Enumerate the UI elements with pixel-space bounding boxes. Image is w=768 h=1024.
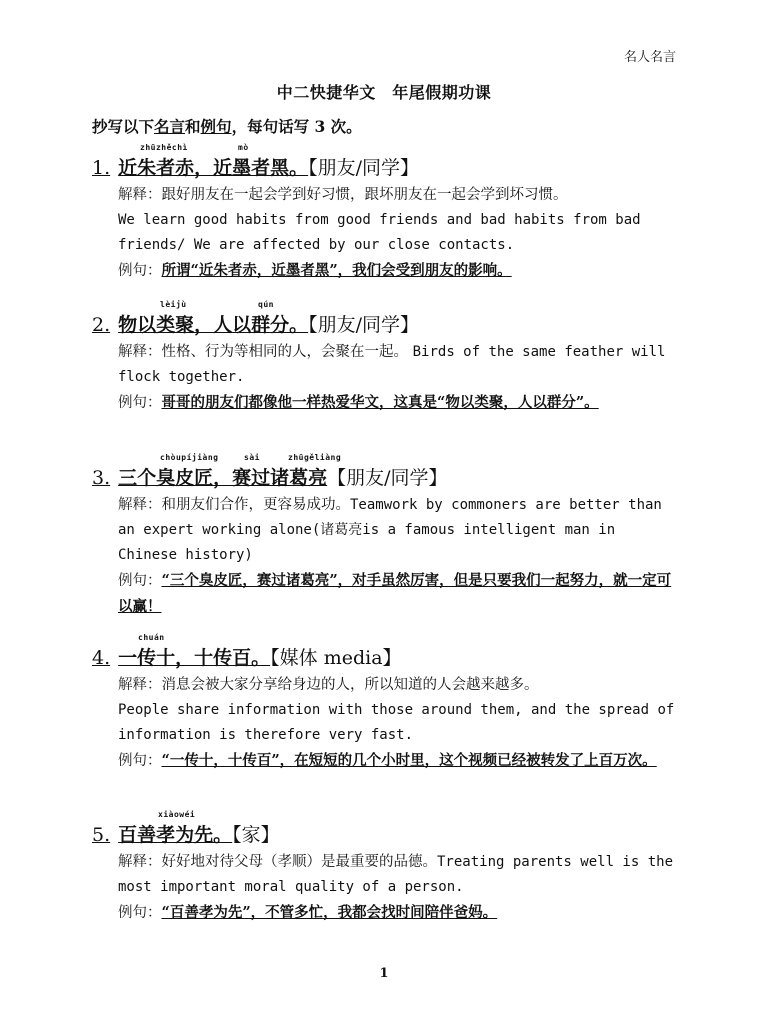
- example-sentence: [118, 390, 678, 416]
- explanation-cn: 好好地对待父母（孝顺）是最重要的品德。: [161, 854, 437, 870]
- explanation-cn: 消息会被大家分享给身边的人，所以知道的人会越来越多。: [161, 677, 539, 693]
- proverb-item: [92, 143, 682, 283]
- proverb-item: [92, 633, 682, 798]
- example-label: 例句：: [118, 573, 162, 589]
- example-sentence: [118, 900, 678, 926]
- explanation-label: 解释：: [118, 854, 162, 870]
- proverb-text: 三个臭皮匠，赛过诸葛亮: [118, 467, 328, 489]
- proverb-tag: 【朋友/同学】: [327, 467, 448, 489]
- proverb-text: 物以类聚，人以群分。: [118, 314, 309, 336]
- proverb-text: 近朱者赤，近墨者黑。: [118, 157, 309, 179]
- explanation: [118, 493, 678, 568]
- pinyin-annotation: chuán: [138, 633, 165, 642]
- proverb-item: [92, 810, 682, 930]
- example-label: 例句：: [118, 753, 162, 769]
- instruction-mid: 和: [185, 117, 201, 136]
- proverb-tag: 【朋友/同学】: [308, 314, 420, 336]
- item-number: 2.: [92, 314, 111, 336]
- example-label: 例句：: [118, 263, 162, 279]
- item-number: 1.: [92, 157, 111, 179]
- page-title: 中二快捷华文 年尾假期功课: [276, 83, 492, 102]
- explanation-label: 解释：: [118, 187, 162, 203]
- page-number: 1: [379, 966, 389, 981]
- proverb-tag: 【家】: [232, 824, 280, 846]
- proverb-line: [92, 310, 419, 337]
- example-label: 例句：: [118, 905, 162, 921]
- item-number: 5.: [92, 824, 111, 846]
- explanation-cn: 性格、行为等相同的人，会聚在一起。: [161, 344, 408, 360]
- explanation-cn: 和朋友们合作，更容易成功。: [161, 497, 350, 513]
- example-text: “百善孝为先”，不管多忙，我都会找时间陪伴爸妈。: [161, 904, 498, 921]
- example-sentence: [118, 258, 678, 284]
- pinyin-annotation: chòupíjiàng: [160, 453, 219, 462]
- instruction: [92, 115, 362, 137]
- proverb-line: [92, 643, 402, 670]
- example-sentence: [118, 748, 678, 774]
- proverb-item: [92, 453, 682, 623]
- example-sentence: [118, 568, 678, 620]
- instruction-word-1: 名言: [154, 117, 186, 136]
- proverb-tag: 【媒体 media】: [270, 647, 402, 669]
- explanation-en: Birds of the same feather will flock together.: [118, 344, 666, 385]
- proverb-line: [92, 463, 448, 490]
- proverb-tag: 【朋友/同学】: [308, 157, 420, 179]
- explanation-label: 解释：: [118, 677, 162, 693]
- explanation-label: 解释：: [118, 497, 162, 513]
- instruction-before: 抄写以下: [92, 117, 155, 136]
- explanation-cn: 跟好朋友在一起会学到好习惯，跟坏朋友在一起会学到坏习惯。: [161, 187, 568, 203]
- item-number: 4.: [92, 647, 111, 669]
- example-text: 哥哥的朋友们都像他一样热爱华文，这真是“物以类聚，人以群分”。: [161, 394, 599, 411]
- proverb-text: 一传十，十传百。: [118, 647, 271, 669]
- header-right: 名人名言: [623, 50, 676, 65]
- explanation-en: Teamwork by commoners are better than an expert working alone(诸葛亮is a famous intelligent man in Chinese history): [118, 497, 662, 563]
- proverb-line: [92, 153, 419, 180]
- proverb-text: 百善孝为先。: [118, 824, 233, 846]
- pinyin-annotation: xiàowéi: [158, 810, 196, 819]
- explanation-label: 解释：: [118, 344, 162, 360]
- explanation: [118, 850, 678, 900]
- example-text: 所谓“近朱者赤，近墨者黑”，我们会受到朋友的影响。: [161, 262, 512, 279]
- explanation: [118, 673, 678, 698]
- example-label: 例句：: [118, 395, 162, 411]
- item-body: [118, 340, 678, 416]
- item-body: [118, 183, 678, 284]
- explanation-en: People share information with those around them, and the spread of information is therefore very fast.: [118, 702, 675, 743]
- pinyin-annotation: qún: [258, 300, 274, 309]
- explanation-en: We learn good habits from good friends and bad habits from bad friends/ We are affected by our close contacts.: [118, 212, 641, 253]
- pinyin-annotation: zhūgěliàng: [288, 453, 342, 462]
- item-body: [118, 850, 678, 926]
- pinyin-annotation: mò: [238, 143, 249, 152]
- example-text: “一传十，十传百”，在短短的几个小时里，这个视频已经被转发了上百万次。: [161, 752, 657, 769]
- instruction-word-2: 例句: [200, 117, 232, 136]
- explanation: [118, 183, 678, 208]
- pinyin-annotation: sài: [244, 453, 260, 462]
- explanation: [118, 340, 678, 390]
- item-body: [118, 493, 678, 620]
- item-body: [118, 673, 678, 774]
- explanation-en: Treating parents well is the most important moral quality of a person.: [118, 854, 674, 895]
- pinyin-annotation: zhūzhěchì: [140, 143, 188, 152]
- example-text: “三个臭皮匠，赛过诸葛亮”，对手虽然厉害，但是只要我们一起努力，就一定可以赢！: [118, 572, 672, 615]
- proverb-item: [92, 300, 682, 440]
- instruction-after: ，每句话写 3 次。: [231, 117, 362, 136]
- proverb-line: [92, 820, 280, 847]
- item-number: 3.: [92, 467, 111, 489]
- pinyin-annotation: lèijù: [160, 300, 187, 309]
